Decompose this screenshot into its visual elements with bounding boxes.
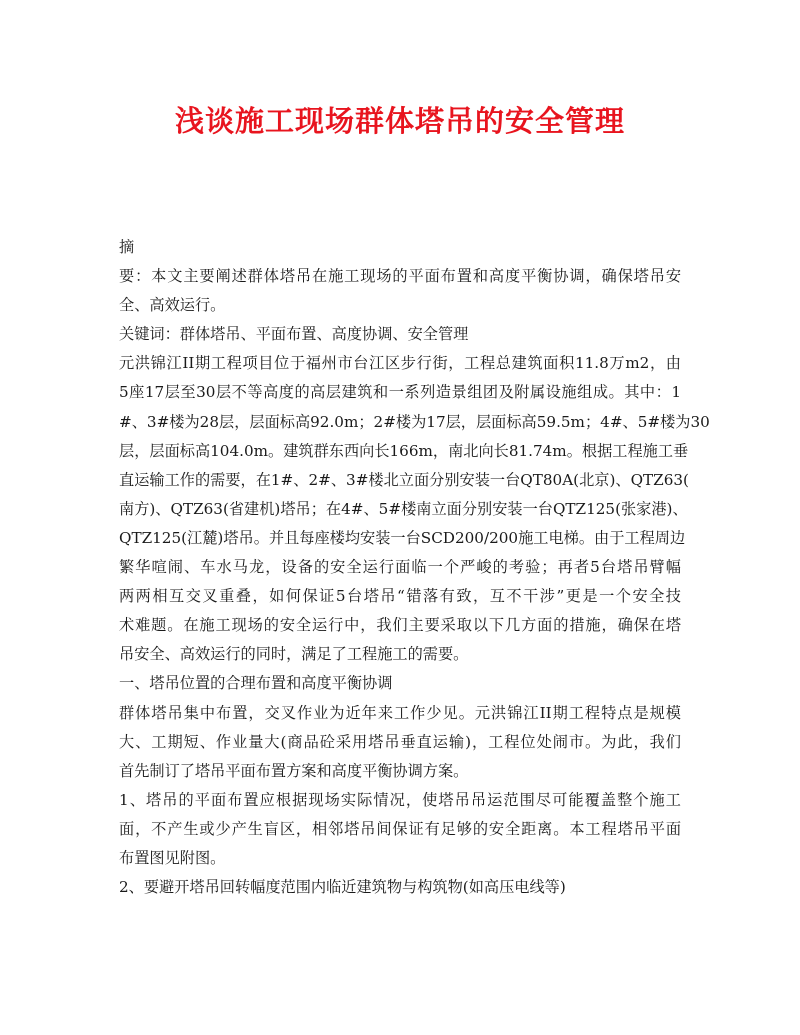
paragraph-line: 1、塔吊的平面布置应根据现场实际情况，使塔吊吊运范围尽可能覆盖整个施工 [119, 790, 681, 809]
paragraph-line-end: 首先制订了塔吊平面布置方案和高度平衡协调方案。 [119, 761, 469, 780]
document-body [119, 233, 710, 902]
abstract-label-line: 摘 [119, 238, 135, 256]
paragraph-line: 直运输工作的需要，在1#、2#、3#楼北立面分别安装一台QT80A(北京)、QTZ63( [119, 470, 689, 489]
paragraph-line: 两两相互交叉重叠，如何保证5台塔吊“错落有致，互不干涉”更是一个安全技 [119, 587, 681, 606]
paragraph-line: 元洪锦江II期工程项目位于福州市台江区步行街，工程总建筑面积11.8万m2，由 [119, 354, 681, 373]
section-heading: 一、塔吊位置的合理布置和高度平衡协调 [119, 674, 393, 693]
paragraph-line: 繁华喧闹、车水马龙，设备的安全运行面临一个严峻的考验；再者5台塔吊臂幅 [119, 558, 681, 577]
paragraph-line-end: 吊安全、高效运行的同时，满足了工程施工的需要。 [119, 645, 469, 664]
paragraph-line: 南方)、QTZ63(省建机)塔吊；在4#、5#楼南立面分别安装一台QTZ125(张家港)、 [119, 499, 688, 518]
abstract-line: 要：本文主要阐述群体塔吊在施工现场的平面布置和高度平衡协调，确保塔吊安 [119, 267, 681, 286]
paragraph-line: 大、工期短、作业量大(商品砼采用塔吊垂直运输)，工程位处闹市。为此，我们 [119, 732, 681, 751]
abstract-line-end: 全、高效运行。 [119, 296, 226, 315]
document-title: 浅谈施工现场群体塔吊的安全管理 [174, 104, 625, 138]
paragraph-line: 5座17层至30层不等高度的高层建筑和一系列造景组团及附属设施组成。其中：1 [119, 383, 681, 402]
paragraph-line: 2、要避开塔吊回转幅度范围内临近建筑物与构筑物(如高压电线等) [119, 878, 566, 897]
paragraph-line: 层，层面标高104.0m。建筑群东西向长166m，南北向长81.74m。根据工程施工垂 [119, 441, 689, 460]
keywords-line: 关键词：群体塔吊、平面布置、高度协调、安全管理 [119, 325, 469, 344]
paragraph-line: 面，不产生或少产生盲区，相邻塔吊间保证有足够的安全距离。本工程塔吊平面 [119, 819, 681, 838]
paragraph-line: 群体塔吊集中布置，交叉作业为近年来工作少见。元洪锦江II期工程特点是规模 [119, 703, 681, 722]
paragraph-line: #、3#楼为28层，层面标高92.0m；2#楼为17层，层面标高59.5m；4#、5#楼为30 [119, 412, 710, 431]
paragraph-line: QTZ125(江麓)塔吊。并且每座楼均安装一台SCD200/200施工电梯。由于工程周边 [119, 528, 686, 547]
paragraph-line: 术难题。在施工现场的安全运行中，我们主要采取以下几方面的措施，确保在塔 [119, 616, 681, 635]
paragraph-line-end: 布置图见附图。 [119, 848, 226, 867]
